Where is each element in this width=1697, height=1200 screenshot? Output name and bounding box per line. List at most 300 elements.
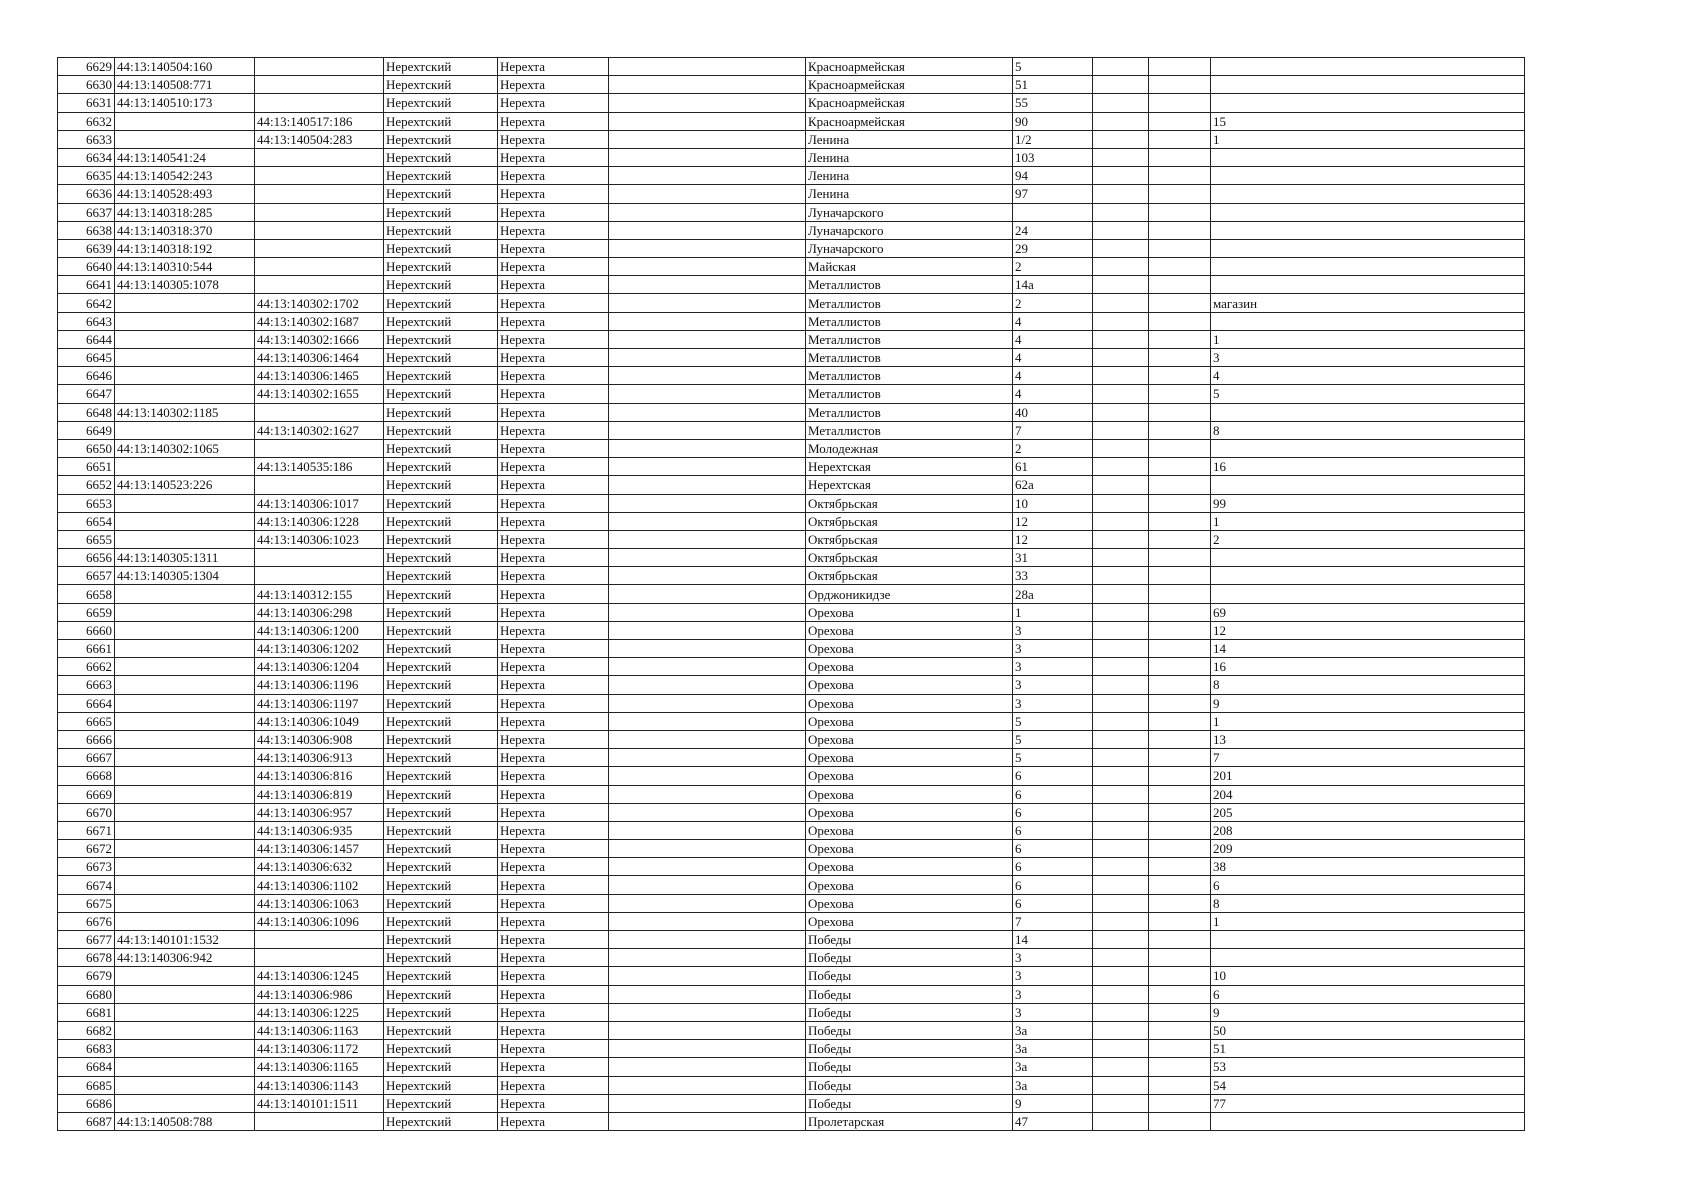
cell-building xyxy=(1093,1094,1149,1112)
cell-row-number: 6656 xyxy=(58,549,115,567)
cell-locality xyxy=(609,1058,806,1076)
cell-building xyxy=(1093,676,1149,694)
cell-house: 51 xyxy=(1013,76,1093,94)
cell-cadastral-land xyxy=(115,658,255,676)
cell-room: 204 xyxy=(1211,785,1525,803)
cell-house: 3 xyxy=(1013,676,1093,694)
cell-house: 6 xyxy=(1013,858,1093,876)
cell-district: Нерехтский xyxy=(384,767,498,785)
cell-district: Нерехтский xyxy=(384,421,498,439)
cell-cadastral-land: 44:13:140305:1311 xyxy=(115,549,255,567)
cell-building xyxy=(1093,621,1149,639)
cell-cadastral-premise xyxy=(255,476,384,494)
cell-room: 208 xyxy=(1211,821,1525,839)
cell-locality xyxy=(609,585,806,603)
cell-cadastral-premise: 44:13:140302:1702 xyxy=(255,294,384,312)
cell-corpus xyxy=(1149,76,1211,94)
cell-cadastral-land xyxy=(115,421,255,439)
cell-cadastral-premise: 44:13:140306:913 xyxy=(255,749,384,767)
cell-street: Ленина xyxy=(806,148,1013,166)
cell-district: Нерехтский xyxy=(384,931,498,949)
cell-corpus xyxy=(1149,167,1211,185)
cell-locality xyxy=(609,221,806,239)
table-row xyxy=(58,694,1525,712)
cell-street: Металлистов xyxy=(806,312,1013,330)
cell-corpus xyxy=(1149,931,1211,949)
table-row xyxy=(58,640,1525,658)
cell-street: Молодежная xyxy=(806,439,1013,457)
cell-street: Металлистов xyxy=(806,276,1013,294)
cell-locality xyxy=(609,130,806,148)
cell-district: Нерехтский xyxy=(384,349,498,367)
cell-locality xyxy=(609,876,806,894)
cell-locality xyxy=(609,403,806,421)
cell-cadastral-land: 44:13:140306:942 xyxy=(115,949,255,967)
cell-city: Нерехта xyxy=(498,658,609,676)
cell-street: Металлистов xyxy=(806,294,1013,312)
cell-row-number: 6648 xyxy=(58,403,115,421)
cell-street: Октябрьская xyxy=(806,567,1013,585)
cell-corpus xyxy=(1149,239,1211,257)
cell-city: Нерехта xyxy=(498,967,609,985)
cell-row-number: 6639 xyxy=(58,239,115,257)
cell-street: Луначарского xyxy=(806,239,1013,257)
table-row xyxy=(58,730,1525,748)
cell-cadastral-land: 44:13:140528:493 xyxy=(115,185,255,203)
cell-district: Нерехтский xyxy=(384,1076,498,1094)
cell-street: Орехова xyxy=(806,676,1013,694)
cell-house: 3 xyxy=(1013,621,1093,639)
cell-city: Нерехта xyxy=(498,76,609,94)
cell-street: Орджоникидзе xyxy=(806,585,1013,603)
cell-building xyxy=(1093,603,1149,621)
cell-corpus xyxy=(1149,494,1211,512)
cell-locality xyxy=(609,694,806,712)
cell-room: 69 xyxy=(1211,603,1525,621)
cell-room: 77 xyxy=(1211,1094,1525,1112)
cell-house: 6 xyxy=(1013,876,1093,894)
cell-district: Нерехтский xyxy=(384,967,498,985)
cell-room xyxy=(1211,76,1525,94)
cell-district: Нерехтский xyxy=(384,749,498,767)
cell-locality xyxy=(609,967,806,985)
cell-district: Нерехтский xyxy=(384,330,498,348)
cell-building xyxy=(1093,949,1149,967)
cell-district: Нерехтский xyxy=(384,603,498,621)
cell-locality xyxy=(609,730,806,748)
cell-house: 6 xyxy=(1013,767,1093,785)
cell-row-number: 6643 xyxy=(58,312,115,330)
cell-building xyxy=(1093,476,1149,494)
cell-house: 5 xyxy=(1013,712,1093,730)
cell-house: 47 xyxy=(1013,1112,1093,1130)
cell-district: Нерехтский xyxy=(384,730,498,748)
cell-row-number: 6673 xyxy=(58,858,115,876)
cell-row-number: 6666 xyxy=(58,730,115,748)
cell-row-number: 6680 xyxy=(58,985,115,1003)
table-row xyxy=(58,330,1525,348)
cell-row-number: 6671 xyxy=(58,821,115,839)
cell-room: 14 xyxy=(1211,640,1525,658)
cell-city: Нерехта xyxy=(498,694,609,712)
cell-locality xyxy=(609,840,806,858)
table-row xyxy=(58,421,1525,439)
cell-city: Нерехта xyxy=(498,148,609,166)
cell-house: 3 xyxy=(1013,694,1093,712)
cell-room: 1 xyxy=(1211,512,1525,530)
cell-locality xyxy=(609,512,806,530)
register-table-body xyxy=(58,58,1525,1131)
cell-cadastral-premise: 44:13:140302:1666 xyxy=(255,330,384,348)
cell-street: Орехова xyxy=(806,730,1013,748)
cell-room xyxy=(1211,949,1525,967)
cell-house: 24 xyxy=(1013,221,1093,239)
cell-room: 53 xyxy=(1211,1058,1525,1076)
cell-city: Нерехта xyxy=(498,640,609,658)
cell-house: 5 xyxy=(1013,749,1093,767)
cell-city: Нерехта xyxy=(498,567,609,585)
cell-locality xyxy=(609,185,806,203)
cell-building xyxy=(1093,385,1149,403)
cell-locality xyxy=(609,294,806,312)
cell-locality xyxy=(609,931,806,949)
cell-building xyxy=(1093,421,1149,439)
cell-room xyxy=(1211,148,1525,166)
cell-cadastral-premise: 44:13:140306:632 xyxy=(255,858,384,876)
cell-row-number: 6662 xyxy=(58,658,115,676)
table-row xyxy=(58,403,1525,421)
cell-cadastral-premise xyxy=(255,567,384,585)
cell-city: Нерехта xyxy=(498,458,609,476)
cell-cadastral-land xyxy=(115,367,255,385)
cell-locality xyxy=(609,421,806,439)
cell-room: 10 xyxy=(1211,967,1525,985)
cell-row-number: 6661 xyxy=(58,640,115,658)
cell-corpus xyxy=(1149,912,1211,930)
cell-row-number: 6687 xyxy=(58,1112,115,1130)
cell-cadastral-premise: 44:13:140535:186 xyxy=(255,458,384,476)
cell-district: Нерехтский xyxy=(384,221,498,239)
cell-street: Орехова xyxy=(806,749,1013,767)
cell-cadastral-premise xyxy=(255,76,384,94)
cell-house: 7 xyxy=(1013,912,1093,930)
cell-corpus xyxy=(1149,403,1211,421)
cell-row-number: 6651 xyxy=(58,458,115,476)
cell-room xyxy=(1211,1112,1525,1130)
cell-cadastral-land: 44:13:140305:1304 xyxy=(115,567,255,585)
cell-row-number: 6678 xyxy=(58,949,115,967)
cell-district: Нерехтский xyxy=(384,112,498,130)
cell-corpus xyxy=(1149,1094,1211,1112)
cell-cadastral-premise: 44:13:140306:1049 xyxy=(255,712,384,730)
cell-city: Нерехта xyxy=(498,203,609,221)
cell-room: 1 xyxy=(1211,130,1525,148)
cell-row-number: 6645 xyxy=(58,349,115,367)
table-row xyxy=(58,949,1525,967)
cell-cadastral-land: 44:13:140318:285 xyxy=(115,203,255,221)
cell-room: 8 xyxy=(1211,421,1525,439)
cell-house: 97 xyxy=(1013,185,1093,203)
cell-locality xyxy=(609,258,806,276)
table-row xyxy=(58,967,1525,985)
cell-room: 2 xyxy=(1211,530,1525,548)
table-row xyxy=(58,203,1525,221)
cell-house: 90 xyxy=(1013,112,1093,130)
cell-city: Нерехта xyxy=(498,767,609,785)
cell-locality xyxy=(609,767,806,785)
cell-cadastral-land xyxy=(115,821,255,839)
cell-corpus xyxy=(1149,1058,1211,1076)
cell-house: 3 xyxy=(1013,658,1093,676)
cell-house: 103 xyxy=(1013,148,1093,166)
cell-row-number: 6647 xyxy=(58,385,115,403)
cell-building xyxy=(1093,439,1149,457)
cell-room: 201 xyxy=(1211,767,1525,785)
cell-house: 55 xyxy=(1013,94,1093,112)
cell-city: Нерехта xyxy=(498,730,609,748)
cell-corpus xyxy=(1149,567,1211,585)
cell-locality xyxy=(609,167,806,185)
cell-building xyxy=(1093,112,1149,130)
cell-room: 209 xyxy=(1211,840,1525,858)
cell-cadastral-premise: 44:13:140306:1172 xyxy=(255,1040,384,1058)
cell-house: 3 xyxy=(1013,949,1093,967)
cell-city: Нерехта xyxy=(498,185,609,203)
cell-row-number: 6675 xyxy=(58,894,115,912)
cell-building xyxy=(1093,767,1149,785)
cell-room: магазин xyxy=(1211,294,1525,312)
table-row xyxy=(58,858,1525,876)
cell-building xyxy=(1093,585,1149,603)
cell-cadastral-premise xyxy=(255,439,384,457)
cell-cadastral-land xyxy=(115,294,255,312)
table-row xyxy=(58,821,1525,839)
cell-row-number: 6670 xyxy=(58,803,115,821)
cell-corpus xyxy=(1149,603,1211,621)
cell-district: Нерехтский xyxy=(384,912,498,930)
cell-corpus xyxy=(1149,694,1211,712)
cell-house: 2 xyxy=(1013,258,1093,276)
cell-district: Нерехтский xyxy=(384,258,498,276)
cell-row-number: 6660 xyxy=(58,621,115,639)
cell-locality xyxy=(609,94,806,112)
cell-city: Нерехта xyxy=(498,112,609,130)
cell-cadastral-land xyxy=(115,112,255,130)
cell-building xyxy=(1093,730,1149,748)
cell-street: Орехова xyxy=(806,712,1013,730)
table-row xyxy=(58,1058,1525,1076)
cell-cadastral-land: 44:13:140302:1065 xyxy=(115,439,255,457)
cell-street: Нерехтская xyxy=(806,476,1013,494)
cell-cadastral-premise: 44:13:140306:298 xyxy=(255,603,384,621)
cell-district: Нерехтский xyxy=(384,148,498,166)
cell-room: 7 xyxy=(1211,749,1525,767)
cell-row-number: 6636 xyxy=(58,185,115,203)
cell-corpus xyxy=(1149,1021,1211,1039)
cell-cadastral-premise: 44:13:140306:1196 xyxy=(255,676,384,694)
cell-locality xyxy=(609,1003,806,1021)
cell-row-number: 6674 xyxy=(58,876,115,894)
cell-cadastral-land: 44:13:140504:160 xyxy=(115,58,255,76)
table-row xyxy=(58,458,1525,476)
cell-street: Ленина xyxy=(806,130,1013,148)
cell-cadastral-premise: 44:13:140302:1655 xyxy=(255,385,384,403)
cell-cadastral-premise: 44:13:140504:283 xyxy=(255,130,384,148)
cell-building xyxy=(1093,931,1149,949)
table-row xyxy=(58,385,1525,403)
cell-district: Нерехтский xyxy=(384,1058,498,1076)
cell-district: Нерехтский xyxy=(384,312,498,330)
cell-city: Нерехта xyxy=(498,1076,609,1094)
cell-cadastral-premise xyxy=(255,549,384,567)
table-row xyxy=(58,894,1525,912)
cell-room: 6 xyxy=(1211,876,1525,894)
cell-cadastral-land: 44:13:140318:370 xyxy=(115,221,255,239)
cell-room xyxy=(1211,185,1525,203)
cell-building xyxy=(1093,94,1149,112)
cell-cadastral-premise xyxy=(255,58,384,76)
cell-cadastral-land xyxy=(115,494,255,512)
cell-district: Нерехтский xyxy=(384,367,498,385)
cell-cadastral-premise: 44:13:140306:1225 xyxy=(255,1003,384,1021)
cell-locality xyxy=(609,1021,806,1039)
table-row xyxy=(58,621,1525,639)
cell-city: Нерехта xyxy=(498,785,609,803)
cell-locality xyxy=(609,658,806,676)
cell-district: Нерехтский xyxy=(384,585,498,603)
cell-cadastral-land xyxy=(115,458,255,476)
cell-row-number: 6686 xyxy=(58,1094,115,1112)
cell-corpus xyxy=(1149,894,1211,912)
cell-street: Красноармейская xyxy=(806,58,1013,76)
cell-corpus xyxy=(1149,312,1211,330)
cell-row-number: 6629 xyxy=(58,58,115,76)
cell-street: Орехова xyxy=(806,603,1013,621)
cell-cadastral-premise: 44:13:140101:1511 xyxy=(255,1094,384,1112)
cell-building xyxy=(1093,821,1149,839)
cell-cadastral-land: 44:13:140318:192 xyxy=(115,239,255,257)
cell-street: Победы xyxy=(806,1094,1013,1112)
cell-street: Орехова xyxy=(806,821,1013,839)
cell-corpus xyxy=(1149,130,1211,148)
cell-building xyxy=(1093,130,1149,148)
cell-corpus xyxy=(1149,949,1211,967)
table-row xyxy=(58,512,1525,530)
cell-house: 61 xyxy=(1013,458,1093,476)
cell-house: 3 xyxy=(1013,967,1093,985)
cell-row-number: 6630 xyxy=(58,76,115,94)
cell-building xyxy=(1093,749,1149,767)
cell-street: Металлистов xyxy=(806,403,1013,421)
cell-cadastral-premise: 44:13:140306:1165 xyxy=(255,1058,384,1076)
cell-building xyxy=(1093,203,1149,221)
cell-cadastral-premise: 44:13:140306:819 xyxy=(255,785,384,803)
cell-house: 7 xyxy=(1013,421,1093,439)
cell-house: 1/2 xyxy=(1013,130,1093,148)
cell-corpus xyxy=(1149,803,1211,821)
cell-city: Нерехта xyxy=(498,840,609,858)
cell-house: 3 xyxy=(1013,985,1093,1003)
cell-row-number: 6641 xyxy=(58,276,115,294)
cell-room xyxy=(1211,585,1525,603)
cell-city: Нерехта xyxy=(498,1094,609,1112)
cell-cadastral-premise: 44:13:140312:155 xyxy=(255,585,384,603)
cell-district: Нерехтский xyxy=(384,294,498,312)
cell-row-number: 6685 xyxy=(58,1076,115,1094)
cell-corpus xyxy=(1149,458,1211,476)
cell-locality xyxy=(609,1112,806,1130)
cell-cadastral-land xyxy=(115,767,255,785)
cell-house: 1 xyxy=(1013,603,1093,621)
cell-room xyxy=(1211,403,1525,421)
cell-street: Орехова xyxy=(806,858,1013,876)
cell-building xyxy=(1093,76,1149,94)
cell-cadastral-land xyxy=(115,603,255,621)
cell-corpus xyxy=(1149,385,1211,403)
cell-house: 2 xyxy=(1013,439,1093,457)
cell-street: Победы xyxy=(806,931,1013,949)
table-row xyxy=(58,312,1525,330)
cell-house: 4 xyxy=(1013,385,1093,403)
cell-corpus xyxy=(1149,258,1211,276)
cell-house: 29 xyxy=(1013,239,1093,257)
cell-cadastral-premise: 44:13:140306:908 xyxy=(255,730,384,748)
cell-cadastral-premise xyxy=(255,148,384,166)
cell-city: Нерехта xyxy=(498,894,609,912)
table-row xyxy=(58,112,1525,130)
cell-house: 4 xyxy=(1013,330,1093,348)
cell-cadastral-premise: 44:13:140306:1063 xyxy=(255,894,384,912)
cell-street: Орехова xyxy=(806,840,1013,858)
cell-room: 5 xyxy=(1211,385,1525,403)
table-row xyxy=(58,567,1525,585)
cell-city: Нерехта xyxy=(498,803,609,821)
cell-row-number: 6649 xyxy=(58,421,115,439)
cell-room: 9 xyxy=(1211,1003,1525,1021)
cell-room: 9 xyxy=(1211,694,1525,712)
cell-cadastral-land xyxy=(115,385,255,403)
cell-house: 12 xyxy=(1013,530,1093,548)
cell-street: Октябрьская xyxy=(806,549,1013,567)
cell-city: Нерехта xyxy=(498,385,609,403)
cell-room: 38 xyxy=(1211,858,1525,876)
cell-street: Красноармейская xyxy=(806,76,1013,94)
cell-corpus xyxy=(1149,767,1211,785)
cell-locality xyxy=(609,312,806,330)
cell-cadastral-premise: 44:13:140306:1096 xyxy=(255,912,384,930)
cell-cadastral-land: 44:13:140541:24 xyxy=(115,148,255,166)
cell-row-number: 6638 xyxy=(58,221,115,239)
cell-building xyxy=(1093,367,1149,385)
cell-row-number: 6663 xyxy=(58,676,115,694)
table-row xyxy=(58,367,1525,385)
cell-street: Победы xyxy=(806,967,1013,985)
cell-cadastral-land xyxy=(115,785,255,803)
cell-locality xyxy=(609,858,806,876)
cell-city: Нерехта xyxy=(498,1021,609,1039)
cell-room: 16 xyxy=(1211,458,1525,476)
cell-cadastral-land xyxy=(115,985,255,1003)
cell-cadastral-land xyxy=(115,967,255,985)
cell-locality xyxy=(609,439,806,457)
cell-building xyxy=(1093,876,1149,894)
cell-building xyxy=(1093,967,1149,985)
cell-cadastral-land xyxy=(115,585,255,603)
cell-corpus xyxy=(1149,94,1211,112)
cell-cadastral-premise: 44:13:140302:1627 xyxy=(255,421,384,439)
cell-row-number: 6682 xyxy=(58,1021,115,1039)
cell-cadastral-premise: 44:13:140306:816 xyxy=(255,767,384,785)
